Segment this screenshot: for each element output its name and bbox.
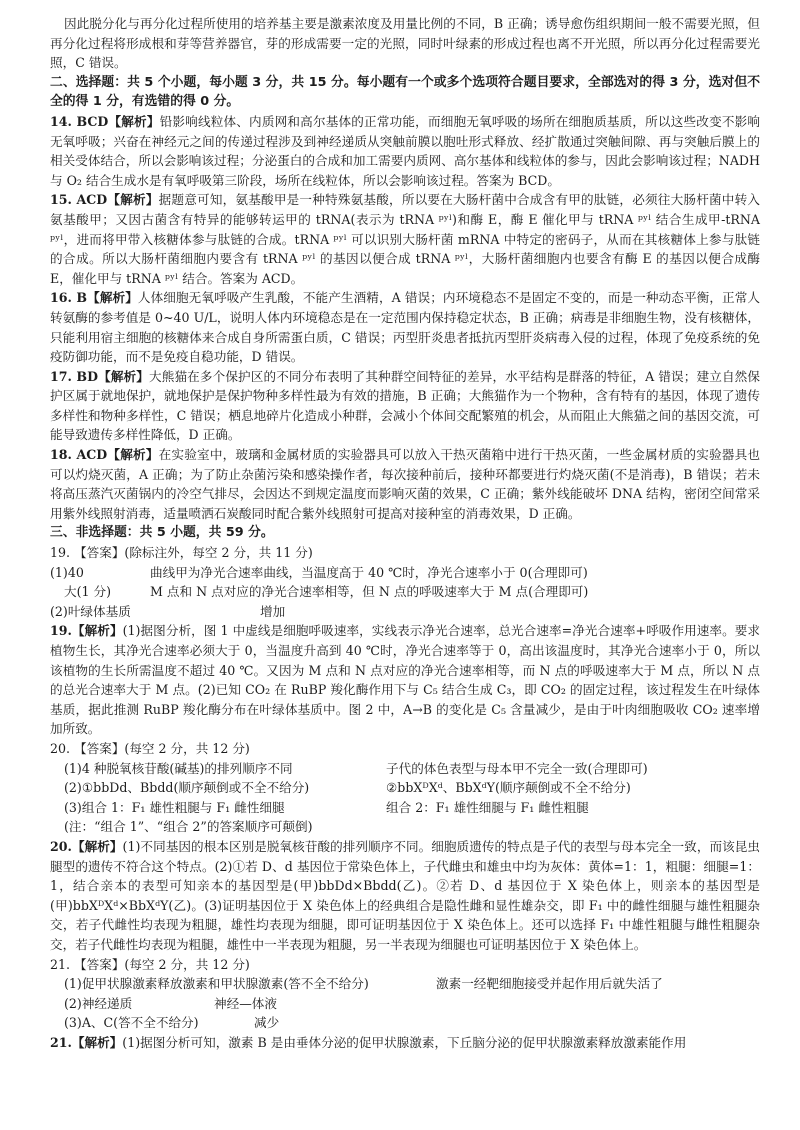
- a20-l3b: 组合 2：F₁ 雄性细腿与 F₁ 雌性粗腿: [386, 799, 589, 815]
- a20-l3a: (3)组合 1：F₁ 雄性粗腿与 F₁ 雌性细腿: [64, 799, 285, 815]
- a20-l1a: (1)4 种脱氧核苷酸(碱基)的排列顺序不同: [64, 760, 293, 776]
- a21-l1b: 激素一经靶细胞接受并起作用后就失活了: [436, 976, 663, 992]
- section-3-heading: 三、非选择题：共 5 小题，共 59 分。: [50, 525, 274, 541]
- e20-text: (1)不同基因的根本区别是脱氧核苷酸的排列顺序不同。细胞质遗传的特点是子代的表型与母本完全一致，而该昆虫腿型的遗传不符合这个特点。(2)①若 D、d 基因位于常染色体上，子代雌虫和雄虫中均为灰体：黄体=1：1，粗腿：细腿=1：1，结合亲本的表型可知亲本的基因型是(甲)bbDd×Bbdd(乙)。②若 D、d 基因位于 X 染色体上，则亲本的基因型是(甲)bbXᴰXᵈ×BbXᵈY(乙)。(3)证明基因位于 X 染色体上的经典组合是隐性雌和显性雄杂交，即 F₁ 中的雌性细腿与雄性粗腿杂交，若子代雌性均表现为粗腿，雄性均表现为细腿，即可证明基因位于 X 染色体上。还可以选择 F₁ 中雄性粗腿与雌性粗腿杂交，若子代雌性均表现为粗腿，雄性中一半表现为粗腿，另一半表现为细腿也可证明基因位于 X 染色体上。: [50, 838, 760, 952]
- q15-explanation: [50, 190, 760, 288]
- a20-l2b: ②bbXᴰXᵈ、BbXᵈY(顺序颠倒或不全不给分): [386, 780, 631, 796]
- a21-l3a: (3)A、C(答不全不给分): [64, 1015, 199, 1031]
- q18-explanation: [50, 445, 760, 523]
- a20-line-1: [50, 759, 760, 779]
- intro-paragraph: 因此脱分化与再分化过程所使用的培养基主要是激素浓度及用量比例的不同，B 正确；诱导愈伤组织期间一般不需要光照，但再分化过程将形成根和芽等营养器官，芽的形成需要一定的光照，同时叶绿素的形成过程也离不开光照，所以再分化过程需要光照，C 错误。: [50, 16, 760, 71]
- a19-line-1: [50, 563, 760, 583]
- a21-l2a: (2)神经递质: [64, 995, 133, 1011]
- a21-line-1: [50, 974, 760, 994]
- e21-text: (1)据图分析可知，激素 B 是由垂体分泌的促甲状腺激素，下丘脑分泌的促甲状腺激素释放激素能作用: [122, 1034, 687, 1050]
- q16-text: 人体细胞无氧呼吸产生乳酸，不能产生酒精，A 错误；内环境稳态不是固定不变的，而是一种动态平衡，正常人转氨酶的参考值是 0~40 U/L，说明人体内环境稳态是在一定范围内保持稳定状态，B 正确；病毒是非细胞生物，没有核糖体，只能利用宿主细胞的核糖体来合成自身所需蛋白质，C 错误；丙型肝炎患者抵抗丙型肝炎病毒入侵的过程，体现了免疫系统的免疫防御功能，而不是免疫自稳功能，D 错误。: [50, 290, 760, 365]
- a20-note: (注：“组合 1”、“组合 2”的答案顺序可颠倒): [64, 819, 313, 835]
- a19-l1a: (1)40: [50, 564, 84, 580]
- a19-l2a: 大(1 分): [64, 584, 112, 600]
- e19-explanation: [50, 621, 760, 739]
- q17-explanation: [50, 367, 760, 445]
- q14-text: 铅影响线粒体、内质网和高尔基体的正常功能，而细胞无氧呼吸的场所在细胞质基质，所以这些改变不影响无氧呼吸；兴奋在神经元之间的传递过程涉及到神经递质从突触前膜以胞吐形式释放、经扩散通过突触间隙、再与突触后膜上的相关受体结合，所以会影响该过程；分泌蛋白的合成和加工需要内质网、高尔基体和线粒体的参与，因此会影响该过程；NADH 与 O₂ 结合生成水是有氧呼吸第三阶段，场所在线粒体，所以会影响该过程。答案为 BCD。: [50, 113, 761, 188]
- q16-label: 16. B【解析】: [50, 290, 138, 306]
- a21-heading: 21. 【答案】(每空 2 分，共 12 分): [50, 956, 250, 972]
- section-2-heading: 二、选择题：共 5 个小题，每小题 3 分，共 15 分。每小题有一个或多个选项符合题目要求，全部选对的得 3 分，选对但不全的得 1 分，有选错的得 0 分。: [50, 74, 760, 110]
- a21-l2b: 神经—体液: [214, 995, 277, 1011]
- q18-label: 18. ACD【解析】: [50, 447, 159, 463]
- a19-l2b: M 点和 N 点对应的净光合速率相等，但 N 点的呼吸速率大于 M 点(合理即可): [150, 584, 589, 600]
- a19-l3a: (2)叶绿体基质: [50, 603, 131, 619]
- a21-l3b: 减少: [254, 1015, 280, 1031]
- a21-line-2: [50, 994, 760, 1014]
- q18-text: 在实验室中，玻璃和金属材质的实验器具可以放入干热灭菌箱中进行干热灭菌，一些金属材质的实验器具也可以灼烧灭菌，A 正确；为了防止杂菌污染和感染操作者，每次接种前后，接种环都要进行灼烧灭菌(不是消毒)，B 错误；若未将高压蒸汽灭菌锅内的冷空气排尽，会因达不到规定温度而影响灭菌的效果，C 正确；紫外线能破坏 DNA 结构，密闭空间常采用紫外线照射消毒，适量喷洒石炭酸同时配合紫外线照射可提高对接种室的消毒效果，D 正确。: [50, 447, 760, 521]
- a19-l3b: 增加: [260, 603, 286, 619]
- q15-text: 据题意可知，氨基酸甲是一种特殊氨基酸，所以要在大肠杆菌中合成含有甲的肽链，必须往大肠杆菌中转入氨基酸甲；又因古菌含有特异的能够转运甲的 tRNA(表示为 tRNA ᵖʸˡ)和酶 E，酶 E 催化甲与 tRNA ᵖʸˡ 结合生成甲-tRNA ᵖʸˡ，进而将甲带入核糖体参与肽链的合成。tRNA ᵖʸˡ 可以识别大肠杆菌 mRNA 中特定的密码子，从而在其核糖体上参与肽链的合成。所以大肠杆菌细胞内要含有 tRNA ᵖʸˡ 的基因以便合成 tRNA ᵖʸˡ，大肠杆菌细胞内也要含有酶 E 的基因以便合成酶 E，催化甲与 tRNA ᵖʸˡ 结合。答案为 ACD。: [50, 192, 760, 286]
- q17-text: 大熊猫在多个保护区的不同分布表明了其种群空间特征的差异，水平结构是群落的特征，A 错误；建立自然保护区属于就地保护，就地保护是保护物种多样性最为有效的措施，B 正确；大熊猫作为一个物种，含有特有的基因，体现了遗传多样性和物种多样性，C 错误；栖息地碎片化造成小种群，会减小个体间交配繁殖的机会，从而阻止大熊猫之间的基因交流，可能导致遗传多样性降低，D 正确。: [50, 368, 760, 443]
- a19-line-3: [50, 602, 760, 622]
- q14-explanation: [50, 112, 760, 190]
- e21-explanation: [50, 1033, 760, 1053]
- a21-l1a: (1)促甲状腺激素释放激素和甲状腺激素(答不全不给分): [64, 976, 369, 992]
- a20-heading: 20. 【答案】(每空 2 分，共 12 分): [50, 740, 250, 756]
- e19-label: 19.【解析】: [50, 623, 123, 639]
- a21-line-3: [50, 1013, 760, 1033]
- a20-line-3: [50, 798, 760, 818]
- e19-text: (1)据图分析，图 1 中虚线是细胞呼吸速率，实线表示净光合速率，总光合速率=净光合速率+呼吸作用速率。要求植物生长，其净光合速率必须大于 0，当温度升高到 40 ℃时，净光合速率等于 0，高出该温度时，其净光合速率小于 0，所以该植物的生长所需温度不超过 40 ℃。又因为 M 点和 N 点对应的净光合速率相等，而 N 点的呼吸速率大于 M 点，所以 N 点的总光合速率大于 M 点。(2)已知 CO₂ 在 RuBP 羧化酶作用下与 C₅ 结合生成 C₃，即 CO₂ 的固定过程，该过程发生在叶绿体基质，据此推测 RuBP 羧化酶分布在叶绿体基质中。图 2 中，A→B 的变化是 C₅ 含量减少，是由于叶肉细胞吸收 CO₂ 速率增加所致。: [50, 623, 760, 737]
- e21-label: 21.【解析】: [50, 1034, 123, 1050]
- e20-explanation: [50, 837, 760, 955]
- q15-label: 15. ACD【解析】: [50, 192, 159, 208]
- a20-l1b: 子代的体色表型与母本甲不完全一致(合理即可): [386, 760, 648, 776]
- e20-label: 20.【解析】: [50, 838, 123, 854]
- q14-label: 14. BCD【解析】: [50, 113, 160, 129]
- a19-heading: 19. 【答案】(除标注外，每空 2 分，共 11 分): [50, 545, 313, 561]
- a20-l2a: (2)①bbDd、Bbdd(顺序颠倒或不全不给分): [64, 780, 310, 796]
- q16-explanation: [50, 288, 760, 366]
- q17-label: 17. BD【解析】: [50, 368, 149, 384]
- a19-l1b: 曲线甲为净光合速率曲线，当温度高于 40 ℃时，净光合速率小于 0(合理即可): [150, 564, 588, 580]
- a19-line-2: [50, 582, 760, 602]
- a20-line-2: [50, 778, 760, 798]
